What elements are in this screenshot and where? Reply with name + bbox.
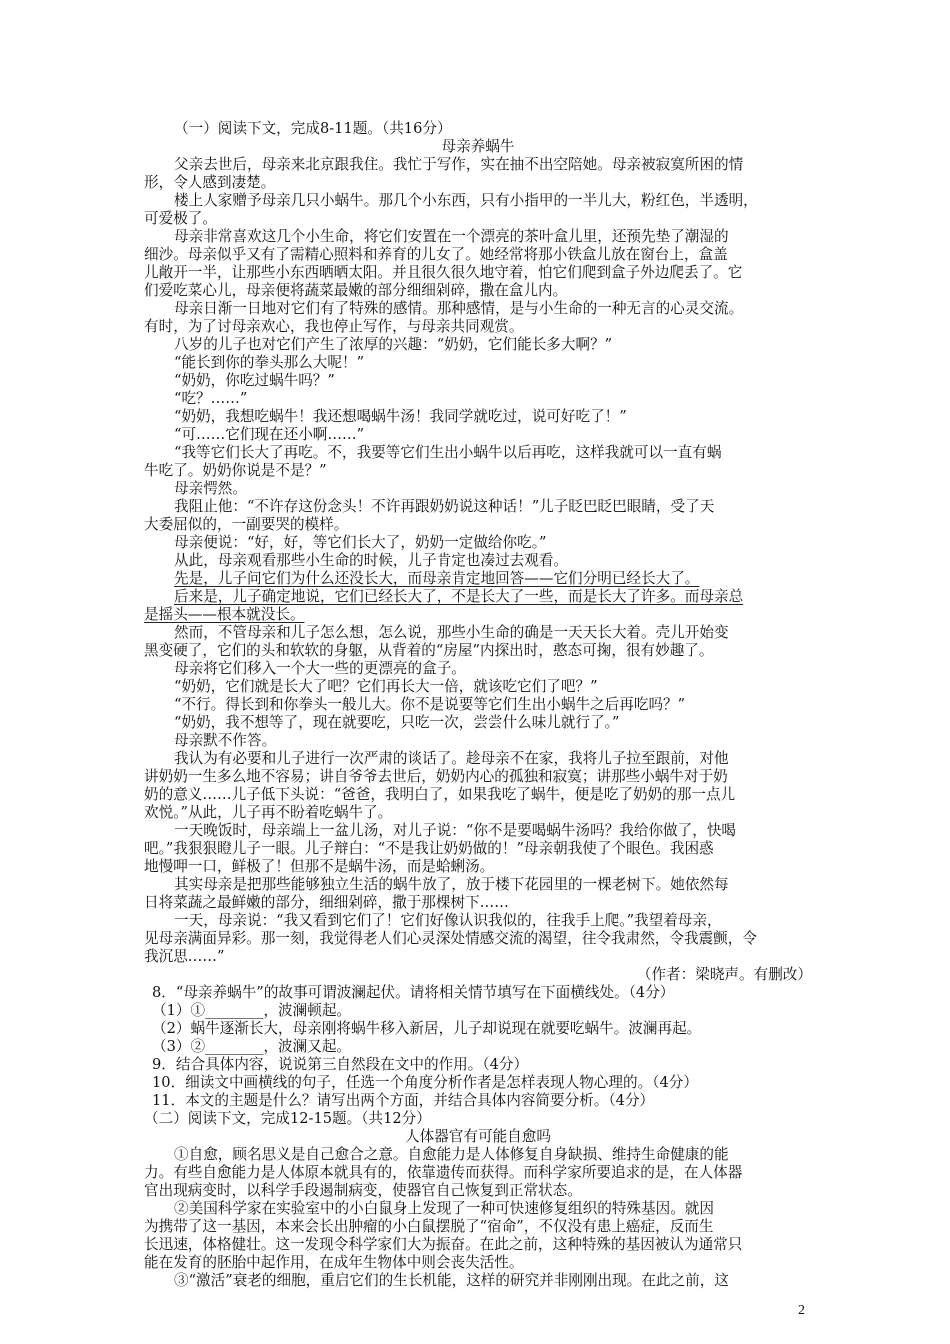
text-line: 我阻止他：“不许存这份念头！不许再跟奶奶说这种话！”儿子眨巴眨巴眼睛，受了天: [174, 498, 715, 515]
text-line: 9．结合具体内容，说说第三自然段在文中的作用。（4分）: [152, 1056, 529, 1073]
text-line: 奶的意义……儿子低下头说：“爸爸，我明白了，如果我吃了蜗牛，便是吃了奶奶的那一点儿: [144, 786, 736, 803]
page-number: 2: [798, 1303, 805, 1318]
text-line: 11．本文的主题是什么？请写出两个方面，并结合具体内容简要分析。（4分）: [152, 1092, 655, 1109]
text-line: 地慢呷一口，鲜极了！但那不是蜗牛汤，而是蛤蜊汤。: [144, 858, 495, 875]
text-line: 从此，母亲观看那些小生命的时候，儿子肯定也凑过去观看。: [174, 552, 569, 569]
text-line: 细沙。母亲似乎又有了需精心照料和养育的儿女了。她经常将那小铁盒儿放在窗台上，盒盖: [144, 246, 728, 263]
text-line: 一天晚饭时，母亲端上一盆儿汤，对儿子说：“你不是要喝蜗牛汤吗？我给你做了，快喝: [174, 822, 737, 839]
text-line: （一）阅读下文，完成8-11题。（共16分）: [174, 120, 452, 137]
text-line: 可爱极了。: [144, 210, 217, 227]
text-line: “奶奶，我不想等了，现在就要吃，只吃一次，尝尝什么味儿就行了。”: [174, 714, 620, 731]
text-line: （1）①________，波澜顿起。: [152, 1002, 352, 1019]
text-line: 母亲养蜗牛: [441, 138, 515, 155]
text-line: 人体器官有可能自愈吗: [405, 1128, 551, 1145]
text-line: 力。有些自愈能力是人体原本就具有的，依靠遗传而获得。而科学家所要追求的是，在人体器: [144, 1164, 743, 1181]
text-line: 母亲将它们移入一个大一些的更漂亮的盒子。: [174, 660, 466, 677]
text-line: 8．“母亲养蜗牛”的故事可谓波澜起伏。请将相关情节填写在下面横线处。（4分）: [152, 984, 675, 1001]
text-line: 欢悦。”从此，儿子再不盼着吃蜗牛了。: [144, 804, 393, 821]
text-line: 见母亲满面异彩。那一刻，我觉得老人们心灵深处情感交流的渴望，往令我肃然，令我震颤，令: [144, 930, 757, 947]
text-line: “可……它们现在还小啊……”: [174, 426, 365, 443]
text-line: 吧。”我狠狠瞪儿子一眼。儿子辩白：“不是我让奶奶做的！”母亲朝我使了个眼色。我困惑: [144, 840, 714, 857]
text-line: “不行。得长到和你拳头一般儿大。你不是说要等它们生出小蜗牛之后再吃吗？”: [174, 696, 686, 713]
text-line: 母亲愕然。: [174, 480, 247, 497]
text-line: 先是，儿子问它们为什么还没长大，而母亲肯定地回答——它们分明已经长大了。: [174, 570, 700, 587]
text-line: （2）蜗牛逐渐长大，母亲刚将蜗牛移入新居，儿子却说现在就要吃蜗牛。波澜再起。: [152, 1020, 702, 1037]
text-line: 是摇头——根本就没长。: [144, 606, 305, 623]
text-line: 然而，不管母亲和儿子怎么想，怎么说，那些小生命的确是一天天长大着。壳儿开始变: [174, 624, 729, 641]
text-line: 们爱吃菜心儿，母亲便将蔬菜最嫩的部分细细剁碎，撒在盒儿内。: [144, 282, 568, 299]
text-line: “能长到你的拳头那么大呢！”: [174, 354, 365, 371]
document-body: [144, 120, 812, 1290]
text-line: ①自愈，顾名思义是自己愈合之意。自愈能力是人体修复自身缺损、维持生命健康的能: [174, 1146, 729, 1163]
text-line: 其实母亲是把那些能够独立生活的蜗牛放了，放于楼下花园里的一棵老树下。她依然每: [174, 876, 729, 893]
text-line: ③“激活”衰老的细胞，重启它们的生长机能，这样的研究并非刚刚出现。在此之前，这: [174, 1272, 729, 1289]
text-line: 为携带了这一基因，本来会长出肿瘤的小白鼠摆脱了“宿命”，不仅没有患上癌症，反而生: [144, 1218, 714, 1235]
text-line: 有时，为了讨母亲欢心，我也停止写作，与母亲共同观赏。: [144, 318, 524, 335]
text-line: 我沉思……”: [144, 948, 225, 965]
text-line: 大委屈似的，一副要哭的模样。: [144, 516, 349, 533]
text-line: 长迅速，体格健壮。这一发现令科学家们大为振奋。在此之前，这种特殊的基因被认为通常只: [144, 1236, 743, 1253]
text-line: 形，令人感到凄楚。: [144, 174, 276, 191]
text-line: （作者：梁晓声。有删改）: [636, 966, 812, 983]
text-line: 父亲去世后，母亲来北京跟我住。我忙于写作，实在抽不出空陪她。母亲被寂寞所困的情: [174, 156, 744, 173]
text-line: 牛吃了。奶奶你说是不是？”: [144, 462, 327, 479]
text-line: （3）②________，波澜又起。: [152, 1038, 352, 1055]
text-line: 楼上人家赠予母亲几只小蜗牛。那几个小东西，只有小指甲的一半儿大，粉红色，半透明，: [174, 192, 758, 209]
text-line: 母亲便说：“好，好，等它们长大了，奶奶一定做给你吃。”: [174, 534, 547, 551]
text-line: “奶奶，你吃过蜗牛吗？”: [174, 372, 335, 389]
text-line: 讲奶奶一生多么地不容易；讲自爷爷去世后，奶奶内心的孤独和寂寞；讲那些小蜗牛对于奶: [144, 768, 728, 785]
text-line: 一天，母亲说：“我又看到它们了！它们好像认识我似的，往我手上爬。”我望着母亲，: [174, 912, 722, 929]
text-line: 儿敞开一半，让那些小东西晒晒太阳。并且很久很久地守着，怕它们爬到盒子外边爬丢了。它: [144, 264, 743, 281]
text-line: “吃？……”: [174, 390, 248, 407]
text-line: 后来是，儿子确定地说，它们已经长大了，不是长大了一些，而是长大了许多。而母亲总: [174, 588, 744, 605]
text-line: 母亲非常喜欢这几个小生命，将它们安置在一个漂亮的茶叶盒儿里，还预先垫了潮湿的: [174, 228, 729, 245]
text-line: 官出现病变时，以科学手段遏制病变，使器官自己恢复到正常状态。: [144, 1182, 582, 1199]
text-line: “奶奶，它们就是长大了吧？它们再长大一倍，就该吃它们了吧？”: [174, 678, 598, 695]
text-line: 母亲默不作答。: [174, 732, 277, 749]
text-line: “我等它们长大了再吃。不，我要等它们生出小蜗牛以后再吃，这样我就可以一直有蜗: [174, 444, 722, 461]
text-line: （二）阅读下文，完成12-15题。（共12分）: [144, 1110, 431, 1127]
text-line: 能在发育的胚胎中起作用，在成年生物体中则会丧失活性。: [144, 1254, 524, 1271]
text-line: 黑变硬了，它们的头和软软的身躯，从背着的“房屋”内探出时，憨态可掬，很有妙趣了。: [144, 642, 714, 659]
text-line: “奶奶，我想吃蜗牛！我还想喝蜗牛汤！我同学就吃过，说可好吃了！”: [174, 408, 627, 425]
text-line: ②美国科学家在实验室中的小白鼠身上发现了一种可快速修复组织的特殊基因。就因: [174, 1200, 714, 1217]
text-line: 母亲日渐一日地对它们有了特殊的感情。那种感情，是与小生命的一种无言的心灵交流。: [174, 300, 744, 317]
text-line: 八岁的儿子也对它们产生了浓厚的兴趣：“奶奶，它们能长多大啊？”: [174, 336, 613, 353]
text-line: 10．细读文中画横线的句子，任选一个角度分析作者是怎样表现人物心理的。（4分）: [152, 1074, 698, 1091]
text-line: 日将菜蔬之最鲜嫩的部分，细细剁碎，撒于那棵树下……: [144, 894, 509, 911]
text-line: 我认为有必要和儿子进行一次严肃的谈话了。趁母亲不在家，我将儿子拉至跟前，对他: [174, 750, 729, 767]
